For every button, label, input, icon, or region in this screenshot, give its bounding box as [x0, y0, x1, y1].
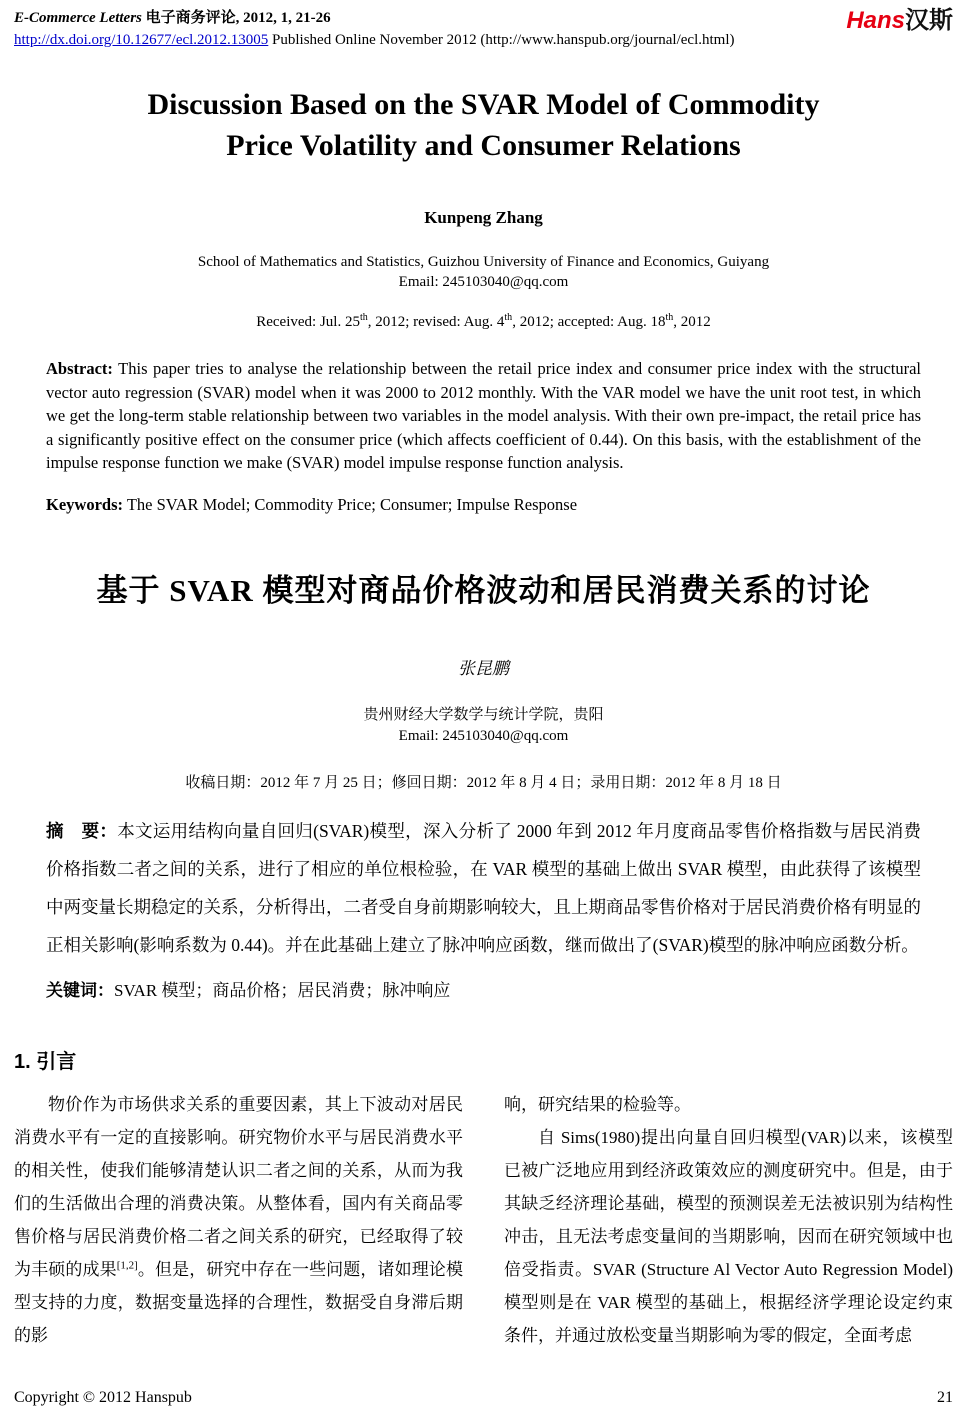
published-online-text: Published Online November 2012 (http://www.hanspub.org/journal/ecl.html)	[272, 32, 735, 48]
abstract-label-chinese: 摘 要：	[46, 820, 118, 841]
keywords-label-english: Keywords:	[46, 494, 123, 514]
journal-header-block	[14, 8, 734, 50]
affiliation-line-chinese: 贵州财经大学数学与统计学院，贵阳	[363, 706, 604, 723]
received-line-english	[14, 314, 953, 331]
left-column	[14, 1088, 463, 1352]
right-column-paragraph: 自 Sims(1980)提出向量自回归模型(VAR)以来，该模型已被广泛地应用到经济政策效应的测度研究中。但是，由于其缺乏经济理论基础，模型的预测误差无法被识别为结构性冲击，且无法考虑变量间的当期影响，因而在研究领域中也倍受指责。SVAR (Structure Al Vector Auto Regression Model)模型则是在 VAR 模型的基础上，根据经济学理论设定约束条件，并通过放松变量当期影响为零的假定，全面考虑	[504, 1127, 953, 1345]
left-paragraph-text: 。但是，研究中存在一些问题，诸如理论模型支持的力度，数据变量选择的合理性，数据受自身滞后期的影	[14, 1259, 464, 1345]
abstract-text-english: This paper tries to analyse the relationship between the retail price index and consumer price index with the structural vector auto regression (SVAR) model when it was 2000 to 2012 monthly. With the VAR model we have the unit root test, in which we get the long-term stable relationship between two variables in the model analysis. With their own pre-impact, the retail price has a significantly positive effect on the consumer price (which affects coefficient of 0.44). On this basis, with the establishment of the impulse response function we make (SVAR) model impulse response function analysis.	[46, 359, 921, 472]
keywords-english	[46, 495, 921, 515]
page-footer	[14, 1389, 953, 1407]
paper-title-chinese: 基于 SVAR 模型对商品价格波动和居民消费关系的讨论	[96, 572, 871, 608]
received-superscript: th	[359, 312, 368, 323]
doi-line	[14, 30, 734, 50]
received-part: , 2012; revised: Aug. 4	[367, 314, 505, 330]
received-superscript: th	[665, 312, 674, 323]
received-part: , 2012; accepted: Aug. 18	[512, 314, 666, 330]
author-english: Kunpeng Zhang	[424, 208, 543, 227]
copyright-text: Copyright © 2012 Hanspub	[14, 1389, 192, 1406]
left-column-paragraph	[14, 1088, 463, 1352]
email-line-chinese: Email: 245103040@qq.com	[398, 727, 569, 744]
logo-chinese-text: 汉斯	[905, 7, 953, 34]
journal-issue-info: 电子商务评论, 2012, 1, 21-26	[145, 10, 331, 26]
left-paragraph-text: 物价作为市场供求关系的重要因素，其上下波动对居民消费水平有一定的直接影响。研究物价水平与居民消费水平的相关性，使我们能够清楚认识二者之间的关系，从而为我们的生活做出合理的消费决策。从整体看，国内有关商品零售价格与居民消费价格二者之间关系的研究，已经取得了较为丰硕的成果	[14, 1094, 463, 1279]
email-line-english: Email: 245103040@qq.com	[398, 274, 569, 290]
citation-reference: [1,2]	[116, 1258, 138, 1271]
affiliation-chinese	[14, 705, 953, 747]
author-chinese: 张昆鹏	[458, 658, 509, 678]
right-column	[504, 1088, 953, 1352]
two-column-body	[14, 1088, 953, 1352]
doi-link[interactable]: http://dx.doi.org/10.12677/ecl.2012.13005	[14, 32, 269, 48]
abstract-english	[46, 357, 921, 475]
keywords-text-english: The SVAR Model; Commodity Price; Consumer; Impulse Response	[123, 494, 578, 514]
affiliation-english	[14, 252, 953, 292]
dates-line-chinese: 收稿日期：2012 年 7 月 25 日；修回日期：2012 年 8 月 4 日；录用日期：2012 年 8 月 18 日	[185, 774, 782, 791]
hanspub-logo	[846, 8, 953, 34]
journal-name: E-Commerce Letters	[14, 10, 142, 26]
received-superscript: th	[504, 312, 513, 323]
section-1-heading: 1. 引言	[14, 1050, 77, 1073]
title-line-2: Price Volatility and Consumer Relations	[226, 129, 741, 162]
paper-title-english	[14, 84, 953, 166]
right-column-paragraph-continuation: 响，研究结果的检验等。	[504, 1094, 691, 1114]
logo-hans-text: Hans	[846, 7, 905, 34]
title-line-1: Discussion Based on the SVAR Model of Commodity	[147, 88, 820, 121]
keywords-text-chinese: SVAR 模型；商品价格；居民消费；脉冲响应	[114, 980, 451, 1000]
page-header	[14, 8, 953, 50]
abstract-label-english: Abstract:	[46, 359, 113, 378]
received-part: , 2012	[673, 314, 711, 330]
affiliation-line: School of Mathematics and Statistics, Guizhou University of Finance and Economics, Guiyang	[197, 254, 770, 270]
journal-line	[14, 8, 734, 28]
keywords-label-chinese: 关键词：	[46, 980, 114, 1000]
page-number: 21	[937, 1389, 953, 1406]
keywords-chinese	[46, 976, 921, 1001]
abstract-chinese	[46, 812, 921, 964]
abstract-text-chinese: 本文运用结构向量自回归(SVAR)模型，深入分析了 2000 年到 2012 年月度商品零售价格指数与居民消费价格指数二者之间的关系，进行了相应的单位根检验，在 VAR 模型的基础上做出 SVAR 模型，由此获得了该模型中两变量长期稳定的关系，分析得出，二者受自身前期影响较大，且上期商品零售价格对于居民消费价格有明显的正相关影响(影响系数为 0.44)。并在此基础上建立了脉冲响应函数，继而做出了(SVAR)模型的脉冲响应函数分析。	[46, 820, 922, 955]
received-part: Received: Jul. 25	[256, 314, 360, 330]
